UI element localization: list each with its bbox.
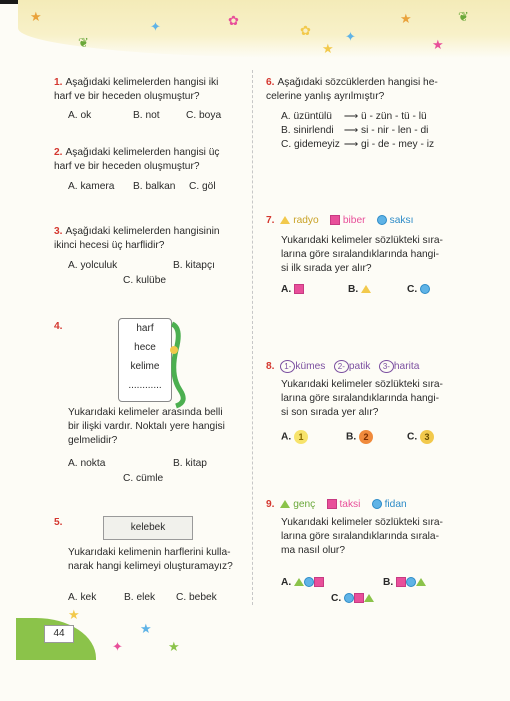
number-badge: 3- (379, 360, 394, 373)
option-a[interactable]: A. nokta (68, 458, 106, 469)
option-letter: A. (281, 577, 292, 588)
number-badge: 2- (334, 360, 349, 373)
option-word: C. gidemeyiz (281, 139, 340, 150)
question-text: ikinci hecesi üç harflidir? (54, 240, 165, 251)
question-text: ma nasıl olur? (281, 545, 345, 556)
question-number: 6. (266, 77, 275, 88)
option-a[interactable]: A. yolculuk (68, 260, 118, 271)
option-b[interactable]: B. kitapçı (173, 260, 215, 271)
star-icon: ★ (400, 11, 412, 26)
option-word: A. üzüntülü (281, 111, 332, 122)
option-syllables: si - nir - len - di (361, 125, 429, 136)
word-banner: kelebek (103, 516, 193, 540)
star-icon: ✦ (345, 29, 356, 44)
question-text: Yukarıdaki kelimeler sözlükteki sıra- (281, 379, 443, 390)
circle-icon (377, 215, 387, 225)
question-text: bir ilişki vardır. Noktalı yere hangisi (68, 421, 225, 432)
question-text: Aşağıdaki kelimelerden hangisinin (65, 226, 220, 237)
triangle-icon (294, 578, 304, 586)
option-c[interactable]: C. göl (189, 181, 216, 192)
square-icon (314, 577, 324, 587)
star-icon: ★ (140, 621, 152, 636)
word: genç (293, 499, 316, 510)
option-b[interactable]: B. not (133, 110, 160, 121)
option-syllables: ü - zün - tü - lü (361, 111, 427, 122)
question-6 (266, 76, 438, 104)
option-word: B. sinirlendi (281, 125, 334, 136)
question-text: si ilk sırada yer alır? (281, 263, 372, 274)
question-text: harf ve bir heceden oluşmuştur? (54, 91, 200, 102)
card-blank: ............ (128, 380, 162, 391)
question-text: harf ve bir heceden oluşmuştur? (54, 161, 200, 172)
triangle-icon (280, 216, 290, 224)
question-text: Aşağıdaki kelimelerden hangisi üç (65, 147, 220, 158)
option-letter: C. (407, 284, 418, 295)
star-icon: ✿ (300, 23, 311, 38)
option-c[interactable] (407, 430, 434, 444)
square-icon (327, 499, 337, 509)
word: harita (393, 361, 420, 373)
option-c[interactable]: C. cümle (123, 473, 164, 484)
question-text: Aşağıdaki kelimelerden hangisi iki (65, 77, 219, 88)
page-number: 44 (44, 625, 74, 643)
question-number: 4. (54, 321, 63, 332)
word: saksı (389, 215, 414, 226)
star-icon: ★ (432, 37, 444, 52)
word: radyo (293, 215, 319, 226)
option-a[interactable]: A. kek (68, 592, 97, 603)
question-9-words (266, 498, 407, 512)
question-5 (68, 546, 233, 574)
question-number: 2. (54, 147, 63, 158)
option-list (281, 110, 434, 152)
arrow-icon: ⟶ (343, 125, 359, 136)
word: kümes (295, 361, 326, 373)
option-b[interactable] (348, 284, 371, 295)
card-word: kelime (130, 361, 160, 372)
question-text: Yukarıdaki kelimeler arasında belli (68, 407, 223, 418)
triangle-icon (280, 500, 290, 508)
option-a[interactable] (281, 284, 304, 295)
star-icon: ★ (322, 41, 334, 56)
leaf-icon: ❦ (458, 9, 469, 24)
question-text: Aşağıdaki sözcüklerden hangisi he- (277, 77, 438, 88)
option-row[interactable] (281, 138, 434, 152)
leaf-icon: ❦ (78, 35, 89, 50)
star-icon: ✦ (150, 19, 161, 34)
question-2 (54, 146, 220, 174)
option-letter: B. (348, 284, 359, 295)
option-a[interactable] (281, 577, 324, 588)
question-number: 8. (266, 361, 275, 373)
word: patik (348, 361, 371, 373)
circle-icon (406, 577, 416, 587)
question-text: celerine yanlış ayrılmıştır? (266, 91, 385, 102)
question-text: narak hangi kelimeyi oluşturamayız? (68, 561, 233, 572)
word: taksi (339, 499, 361, 510)
circle-icon (420, 284, 430, 294)
option-letter: B. (383, 577, 394, 588)
option-c[interactable]: C. bebek (176, 592, 217, 603)
question-9 (281, 516, 443, 558)
option-b[interactable] (383, 577, 426, 588)
fruit-icon: 2 (359, 430, 373, 444)
option-c[interactable] (331, 593, 374, 604)
question-text: Yukarıdaki kelimeler sözlükteki sıra- (281, 235, 443, 246)
question-7 (281, 234, 443, 276)
column-divider (252, 70, 253, 605)
word: fidan (384, 499, 407, 510)
question-text: larına göre sıralandıklarında hangi- (281, 249, 440, 260)
question-number: 1. (54, 77, 63, 88)
question-8 (281, 378, 443, 420)
question-number: 9. (266, 499, 275, 510)
option-b[interactable] (346, 430, 373, 444)
option-row[interactable] (281, 110, 434, 124)
option-letter: B. (346, 431, 357, 443)
star-icon: ✿ (228, 13, 239, 28)
option-row[interactable] (281, 124, 434, 138)
option-a[interactable]: A. ok (68, 110, 92, 121)
circle-icon (304, 577, 314, 587)
option-letter: C. (331, 593, 342, 604)
arrow-icon: ⟶ (343, 111, 359, 122)
question-7-words (266, 214, 413, 228)
option-c[interactable]: C. kulübe (123, 275, 167, 286)
snake-icon (168, 320, 194, 410)
option-a[interactable]: A. kamera (68, 181, 115, 192)
question-text: gelmelidir? (68, 435, 118, 446)
question-text: Yukarıdaki kelimenin harflerini kulla- (68, 547, 231, 558)
triangle-icon (361, 285, 371, 293)
word-card (118, 318, 172, 402)
arrow-icon: ⟶ (343, 139, 359, 150)
star-icon: ★ (68, 607, 80, 622)
square-icon (294, 284, 304, 294)
circle-icon (344, 593, 354, 603)
option-letter: C. (407, 431, 418, 443)
question-number: 5. (54, 517, 63, 528)
card-word: hece (134, 342, 156, 353)
option-b[interactable]: B. elek (124, 592, 156, 603)
fruit-icon: 1 (294, 430, 308, 444)
question-text: larına göre sıralandıklarında sırala- (281, 531, 439, 542)
square-icon (330, 215, 340, 225)
option-syllables: gi - de - mey - iz (361, 139, 435, 150)
question-8-words (266, 360, 419, 374)
question-number: 7. (266, 215, 275, 226)
number-badge: 1- (280, 360, 295, 373)
fruit-icon: 3 (420, 430, 434, 444)
option-b[interactable]: B. balkan (133, 181, 176, 192)
option-a[interactable] (281, 430, 308, 444)
square-icon (354, 593, 364, 603)
option-b[interactable]: B. kitap (173, 458, 207, 469)
star-icon: ✦ (112, 639, 123, 654)
option-letter: A. (281, 431, 292, 443)
question-text: larına göre sıralandıklarında hangi- (281, 393, 440, 404)
option-c[interactable] (407, 284, 430, 295)
question-text: Yukarıdaki kelimeler sözlükteki sıra- (281, 517, 443, 528)
card-word: harf (136, 323, 154, 334)
question-number: 3. (54, 226, 63, 237)
question-text: si son sırada yer alır? (281, 407, 379, 418)
option-c[interactable]: C. boya (186, 110, 222, 121)
option-letter: A. (281, 284, 292, 295)
question-3 (54, 225, 220, 253)
triangle-icon (364, 594, 374, 602)
star-icon: ★ (168, 639, 180, 654)
triangle-icon (416, 578, 426, 586)
word: biber (342, 215, 366, 226)
question-4 (68, 406, 225, 448)
square-icon (396, 577, 406, 587)
question-1 (54, 76, 218, 104)
star-icon: ★ (30, 9, 42, 24)
circle-icon (372, 499, 382, 509)
